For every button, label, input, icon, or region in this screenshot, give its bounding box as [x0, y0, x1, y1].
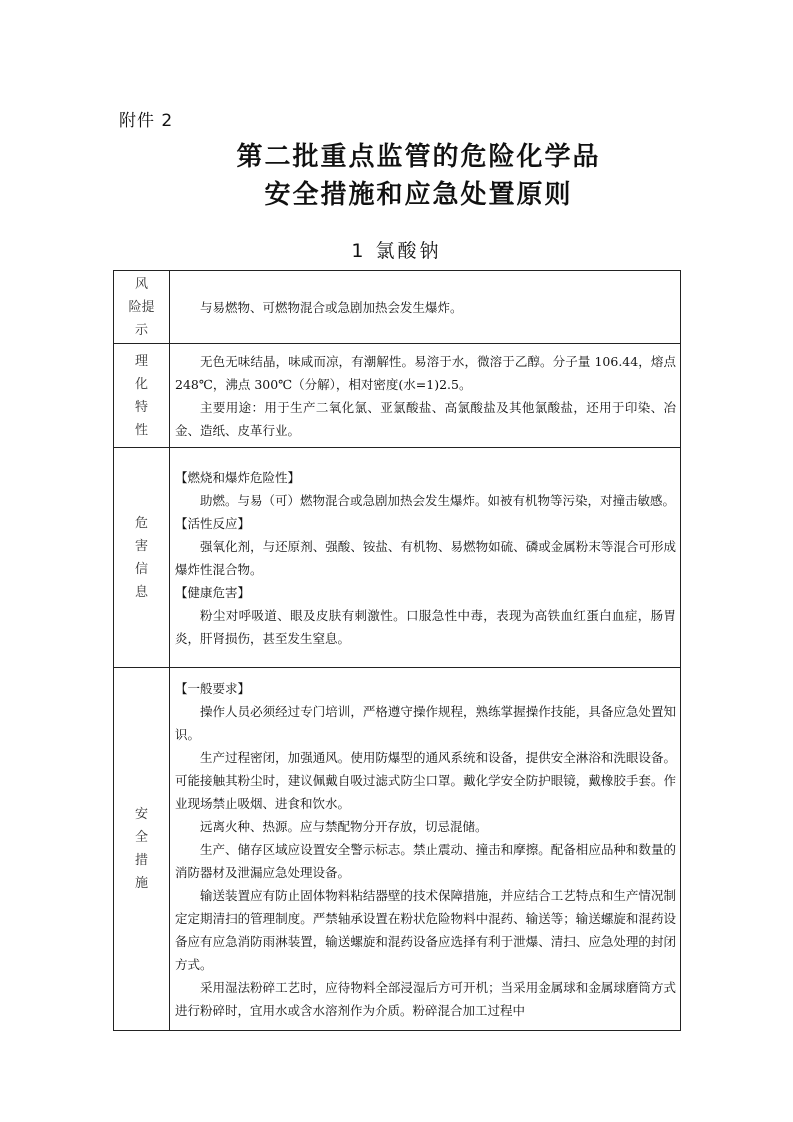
properties-usage-paragraph: 主要用途：用于生产二氧化氯、亚氯酸盐、高氯酸盐及其他氯酸盐，还用于印染、冶金、造纸、皮革行业。	[175, 399, 676, 438]
table-row-properties	[114, 344, 681, 448]
document-title-line-2: 安全措施和应急处置原则	[264, 180, 573, 210]
safety-paragraph-4: 生产、储存区域应设置安全警示标志。禁止震动、撞击和摩擦。配备相应品种和数量的消防器材及泄漏应急处理设备。	[175, 841, 676, 880]
risk-text: 与易燃物、可燃物混合或急剧加热会发生爆炸。	[200, 299, 463, 315]
annex-label: 附件 2	[119, 111, 174, 131]
row-label-hazard: 危 害 信 息	[114, 448, 170, 668]
hazard-paragraph-fire: 助燃。与易（可）燃物混合或急剧加热会发生爆炸。如被有机物等污染，对撞击敏感。	[200, 492, 676, 508]
hazard-heading-health: 【健康危害】	[175, 584, 251, 600]
safety-info-table	[113, 270, 681, 1031]
hazard-paragraph-reactivity: 强氧化剂，与还原剂、强酸、铵盐、有机物、易燃物如硫、磷或金属粉末等混合可形成爆炸性混合物。	[175, 538, 676, 577]
hazard-heading-reactivity: 【活性反应】	[175, 515, 251, 531]
row-content-safety	[170, 668, 681, 1031]
row-label-properties: 理 化 特 性	[114, 344, 170, 448]
safety-heading-general: 【一般要求】	[175, 680, 251, 696]
table-row-safety	[114, 668, 681, 1031]
row-label-risk: 风 险提 示	[114, 271, 170, 344]
safety-paragraph-3: 远离火种、热源。应与禁配物分开存放，切忌混储。	[200, 818, 488, 834]
hazard-paragraph-health: 粉尘对呼吸道、眼及皮肤有刺激性。口服急性中毒，表现为高铁血红蛋白血症，肠胃炎，肝肾损伤，甚至发生窒息。	[175, 607, 676, 646]
safety-paragraph-6: 采用湿法粉碎工艺时，应待物料全部浸湿后方可开机；当采用金属球和金属球磨筒方式进行粉碎时，宜用水或含水溶剂作为介质。粉碎混合加工过程中	[175, 979, 676, 1018]
safety-paragraph-1: 操作人员必须经过专门培训，严格遵守操作规程，熟练掌握操作技能，具备应急处置知识。	[175, 703, 676, 742]
safety-paragraph-2: 生产过程密闭，加强通风。使用防爆型的通风系统和设备，提供安全淋浴和洗眼设备。可能接触其粉尘时，建议佩戴自吸过滤式防尘口罩。戴化学安全防护眼镜，戴橡胶手套。作业现场禁止吸烟、进食和饮水。	[175, 749, 676, 811]
document-title-line-1: 第二批重点监管的危险化学品	[236, 142, 601, 172]
row-label-safety: 安 全 措 施	[114, 668, 170, 1031]
row-content-hazard	[170, 448, 681, 668]
safety-paragraph-5: 输送装置应有防止固体物料粘结器壁的技术保障措施，并应结合工艺特点和生产情况制定定期清扫的管理制度。严禁轴承设置在粉状危险物料中混药、输送等；输送螺旋和混药设备应有应急消防雨淋装置，输送螺旋和混药设备应选择有利于泄爆、清扫、应急处理的封闭方式。	[175, 887, 676, 972]
table-row-risk	[114, 271, 681, 344]
chemical-heading: 1 氯酸钠	[351, 240, 442, 262]
table-row-hazard	[114, 448, 681, 668]
properties-paragraph: 无色无味结晶，味咸而凉，有潮解性。易溶于水，微溶于乙醇。分子量 106.44，熔点 248℃，沸点 300℃（分解），相对密度(水=1)2.5。	[175, 353, 676, 392]
row-content-risk	[170, 271, 681, 344]
hazard-heading-fire: 【燃烧和爆炸危险性】	[175, 469, 301, 485]
row-content-properties	[170, 344, 681, 448]
